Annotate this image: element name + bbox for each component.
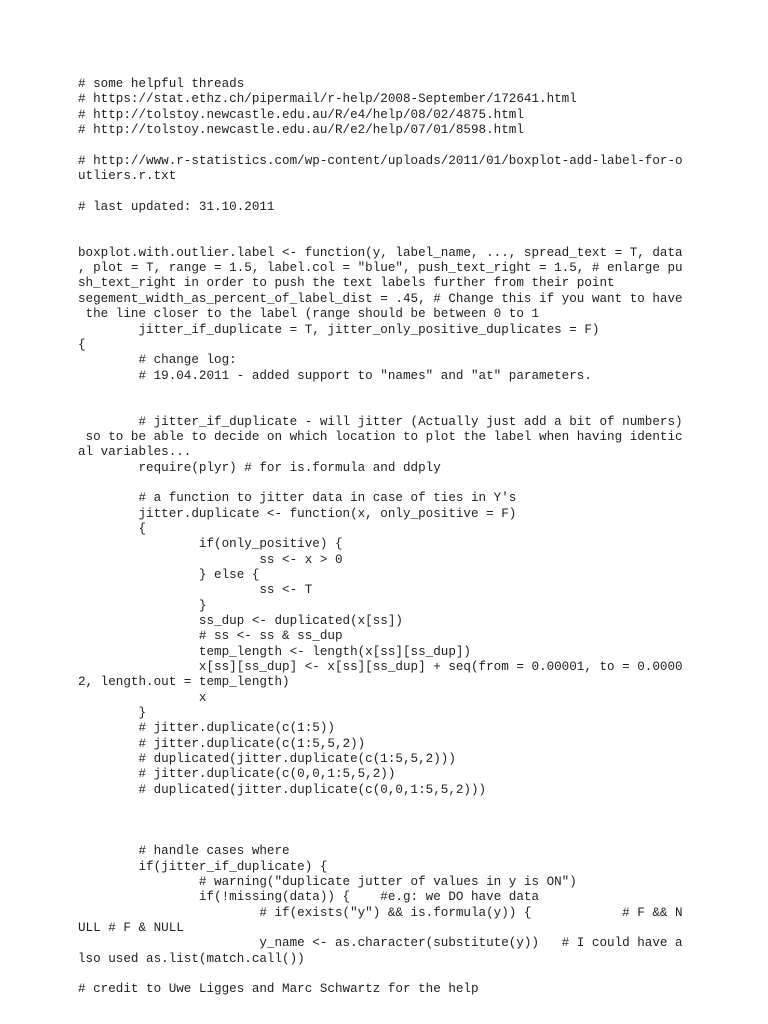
code-line: # jitter_if_duplicate - will jitter (Actually just add a bit of numbers)	[78, 414, 683, 429]
code-line: if(jitter_if_duplicate) {	[78, 859, 328, 874]
code-line: require(plyr) # for is.formula and ddply	[78, 460, 441, 475]
code-line: ss <- T	[78, 583, 313, 598]
code-line	[78, 814, 698, 829]
code-line: ss_dup <- duplicated(x[ss])	[78, 614, 403, 629]
code-line: } else {	[78, 568, 260, 582]
code-line: if(only_positive) {	[78, 537, 343, 552]
code-line: # a function to jitter data in case of ties in Y's	[78, 491, 517, 506]
code-line: # some helpful threads	[78, 77, 245, 91]
code-line: {	[78, 521, 147, 536]
code-line: sh_text_right in order to push the text labels further from their point	[78, 276, 615, 291]
code-line	[78, 476, 698, 491]
code-line	[78, 967, 698, 982]
code-line: al variables...	[78, 445, 192, 460]
code-line: if(!missing(data)) { #e.g: we DO have data	[78, 890, 540, 905]
code-line: # http://www.r-statistics.com/wp-content/uploads/2011/01/boxplot-add-label-for-o	[78, 153, 683, 168]
code-line: # duplicated(jitter.duplicate(c(1:5,5,2)))	[78, 752, 456, 767]
code-line: # jitter.duplicate(c(1:5))	[78, 721, 335, 736]
code-line: # handle cases where	[78, 844, 290, 859]
code-line: {	[78, 337, 86, 352]
code-line: temp_length <- length(x[ss][ss_dup])	[78, 644, 471, 659]
code-line: # last updated: 31.10.2011	[78, 199, 275, 214]
code-line: # 19.04.2011 - added support to "names" and "at" parameters.	[78, 368, 592, 383]
code-line	[78, 829, 698, 844]
code-line	[78, 138, 698, 153]
code-line: segement_width_as_percent_of_label_dist = .45, # Change this if you want to have	[78, 291, 683, 306]
code-line: the line closer to the label (range should be between 0 to 1	[78, 307, 540, 322]
code-listing	[78, 77, 698, 998]
code-line	[78, 215, 698, 230]
code-line: so to be able to decide on which location to plot the label when having identic	[78, 429, 683, 444]
code-line: x	[78, 690, 207, 705]
code-line: # jitter.duplicate(c(1:5,5,2))	[78, 736, 366, 751]
code-line	[78, 230, 698, 245]
code-line: # credit to Uwe Ligges and Marc Schwartz for the help	[78, 982, 479, 997]
code-line	[78, 184, 698, 199]
code-line: x[ss][ss_dup] <- x[ss][ss_dup] + seq(from = 0.00001, to = 0.0000	[78, 660, 683, 675]
code-line	[78, 399, 698, 414]
code-line: # warning("duplicate jutter of values in y is ON")	[78, 874, 577, 889]
code-line: y_name <- as.character(substitute(y)) # I could have a	[78, 936, 683, 951]
code-line	[78, 384, 698, 399]
code-line: 2, length.out = temp_length)	[78, 675, 290, 690]
code-line: }	[78, 598, 207, 613]
code-line: }	[78, 706, 147, 721]
code-line	[78, 798, 698, 813]
code-line: # http://tolstoy.newcastle.edu.au/R/e4/help/08/02/4875.html	[78, 107, 524, 122]
code-line: lso used as.list(match.call())	[78, 951, 305, 966]
code-line: # http://tolstoy.newcastle.edu.au/R/e2/help/07/01/8598.html	[78, 123, 524, 138]
code-line: # change log:	[78, 353, 237, 368]
code-line: # ss <- ss & ss_dup	[78, 629, 343, 644]
code-line: # jitter.duplicate(c(0,0,1:5,5,2))	[78, 767, 396, 782]
code-line: , plot = T, range = 1.5, label.col = "blue", push_text_right = 1.5, # enlarge pu	[78, 261, 683, 276]
code-line: # if(exists("y") && is.formula(y)) { # F && N	[78, 905, 683, 920]
code-line: # https://stat.ethz.ch/pipermail/r-help/2008-September/172641.html	[78, 92, 577, 107]
code-line: # duplicated(jitter.duplicate(c(0,0,1:5,5,2)))	[78, 782, 487, 797]
code-line: jitter.duplicate <- function(x, only_positive = F)	[78, 506, 517, 521]
code-line: boxplot.with.outlier.label <- function(y, label_name, ..., spread_text = T, data	[78, 245, 683, 260]
code-line: ss <- x > 0	[78, 552, 343, 567]
code-line: jitter_if_duplicate = T, jitter_only_positive_duplicates = F)	[78, 322, 600, 337]
code-line: ULL # F & NULL	[78, 920, 184, 935]
code-line: utliers.r.txt	[78, 169, 177, 184]
